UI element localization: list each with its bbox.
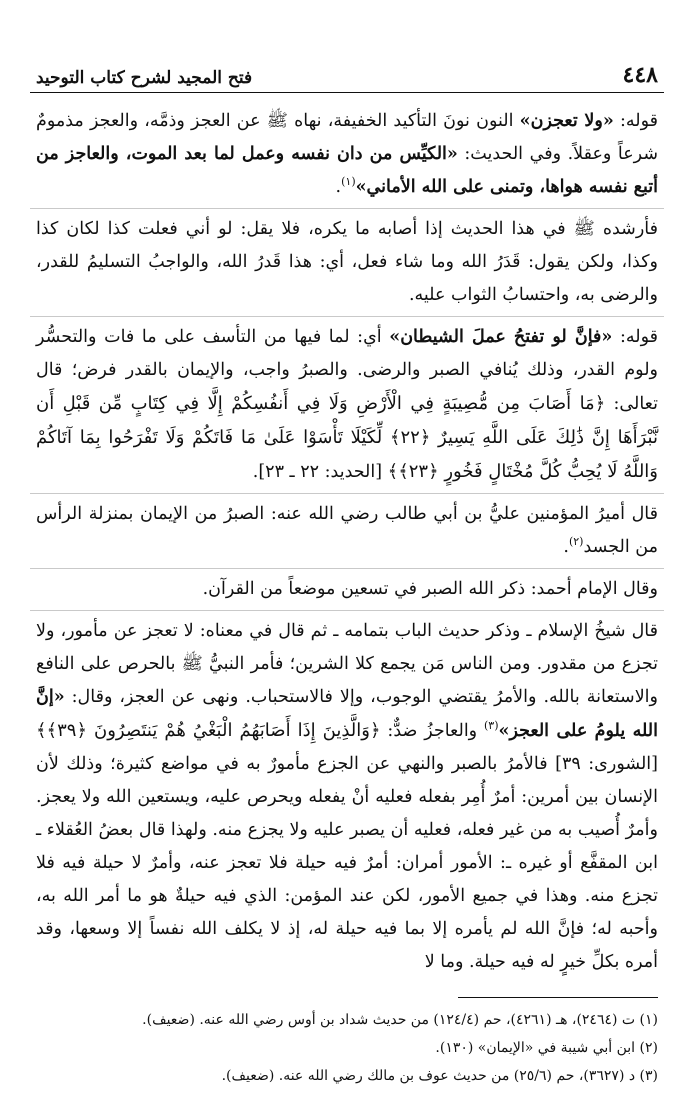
text-run: [الحديد: ٢٢ ـ ٢٣].	[252, 462, 388, 482]
hadith-quote: «فإنَّ لو تفتحُ عملَ الشيطان»	[389, 327, 613, 347]
text-run: وقال الإمام أحمد: ذكر الله الصبر في تسعين موضعاً من القرآن.	[202, 579, 658, 599]
text-run: قوله:	[612, 327, 658, 347]
text-run: قوله:	[613, 111, 658, 131]
text-run: والعاجزُ ضدٌّ:	[380, 721, 484, 741]
paragraph-1	[30, 93, 664, 209]
paragraph-6	[30, 611, 664, 983]
book-title: فتح المجيد لشرح كتاب التوحيد	[36, 68, 253, 88]
text-run: النون نونَ التأكيد الخفيفة، نهاه ﷺ عن العجز وذمَّه، والعجز مذمومٌ شرعاً وعقلاً. وفي الحديث:	[36, 111, 659, 164]
page-number: ٤٤٨	[622, 62, 658, 88]
running-head	[30, 56, 664, 93]
hadith-quote: «إنَّ الله يلومُ على العجز»	[36, 687, 658, 741]
footnote-2: (٢) ابن أبي شيبة في «الإيمان» (١٣٠).	[435, 1040, 658, 1056]
paragraph-2	[30, 209, 664, 317]
text-run: [الشورى: ٣٩] فالأمرُ بالصبر والنهي عن الجزع مأمورٌ به في مواضع كثيرة؛ وذلك لأن الإنسان بين أمرين: أمرٌ أُمِر بفعله فعليه أنْ يفعله ويحرص عليه، ويستعين الله ولا يعجز. وأمرٌ أُصيب به من غير فعله، فعليه أن يصبر عليه ولا يجزع منه. ولهذا قال بعضُ العُقلاء ـ ابن المقفَّع أو غيره ـ: الأمور أمران: أمرٌ فيه حيلة فلا تعجز عنه، وأمرٌ لا حيلة فيه فلا تجزع منه. وهذا في جميع الأمور، لكن عند المؤمن: الذي فيه حيلةٌ هو ما أمر الله به، وأحبه له؛ فإنَّ الله لم يأمره إلا بما فيه حيلة له، إذ لا يكلف الله نفساً إلا وسعها، وقد أمره بكلِّ خيرٍ له فيه حيلة. وما لا	[36, 754, 658, 972]
footnote-ref: (٢)	[568, 535, 584, 549]
text-run: قال شيخُ الإسلام ـ وذكر حديث الباب بتمامه ـ ثم قال في معناه: لا تعجز عن مأمور، ولا تجزع من مقدور. ومن الناس مَن يجمع كلا الشرين؛ فأمر النبيُّ ﷺ بالحرص على النافع والاستعانة بالله. والأمرُ يقتضي الوجوب، وإلا فالاستحباب. ونهى عن العجز، وقال:	[36, 621, 658, 707]
hadith-quote: «الكيِّس من دان نفسه وعمل لما بعد الموت، والعاجز من أتبع نفسه هواها، وتمنى على الله الأماني»	[36, 144, 658, 197]
page-body	[30, 93, 664, 983]
hadith-quote: «ولا تعجزن»	[519, 111, 614, 131]
paragraph-5	[30, 569, 664, 611]
footnote-3: (٣) د (٣٦٢٧)، حم (٢٥/٦) من حديث عوف بن مالك رضي الله عنه. (ضعيف).	[221, 1068, 658, 1084]
footnotes	[30, 1006, 664, 1090]
footnote-ref: (٣)	[484, 719, 499, 733]
paragraph-3	[30, 317, 664, 494]
footnote-divider	[458, 997, 658, 998]
text-run: .	[335, 177, 342, 197]
quran-verse: ﴿وَالَّذِينَ إِذَا أَصَابَهُمُ الْبَغْيُ هُمْ يَنتَصِرُونَ ﴿٣٩﴾﴾	[36, 720, 381, 741]
text-run: فأرشده ﷺ في هذا الحديث إذا أصابه ما يكره، فلا يقل: لو أني فعلت كذا لكان كذا وكذا، ولكن يقول: قَدَرُ الله وما شاء فعل، أي: هذا قَدرُ الله، والواجبُ التسليمُ للقدر، والرضى به، واحتسابُ الثواب عليه.	[36, 219, 658, 305]
paragraph-4	[30, 494, 664, 569]
text-run: .	[563, 537, 569, 557]
text-run: أي: لما فيها من التأسف على ما فات والتحسُّر ولوم القدر، وذلك يُنافي الصبر والرضى. والصبرُ واجب، والإيمان بالقدر فرض؛ قال تعالى:	[36, 327, 658, 414]
footnote-1: (١) ت (٢٤٦٤)، هـ (٤٢٦١)، حم (١٢٤/٤) من حديث شداد بن أوس رضي الله عنه. (ضعيف).	[142, 1012, 658, 1028]
footnote-ref: (١)	[341, 175, 356, 189]
text-run: قال أميرُ المؤمنين عليُّ بن أبي طالب رضي الله عنه: الصبرُ من الإيمان بمنزلة الرأس من الجسد	[36, 504, 658, 557]
quran-verse: ﴿مَا أَصَابَ مِن مُّصِيبَةٍ فِي الْأَرْضِ وَلَا فِي أَنفُسِكُمْ إِلَّا فِي كِتَابٍ مِّن قَبْلِ أَن نَّبْرَأَهَا إِنَّ ذَٰلِكَ عَلَى اللَّهِ يَسِيرٌ ﴿٢٢﴾ لِّكَيْلَا تَأْسَوْا عَلَىٰ مَا فَاتَكُمْ وَلَا تَفْرَحُوا بِمَا آتَاكُمْ وَاللَّهُ لَا يُحِبُّ كُلَّ مُخْتَالٍ فَخُورٍ ﴿٢٣﴾﴾	[36, 393, 658, 482]
